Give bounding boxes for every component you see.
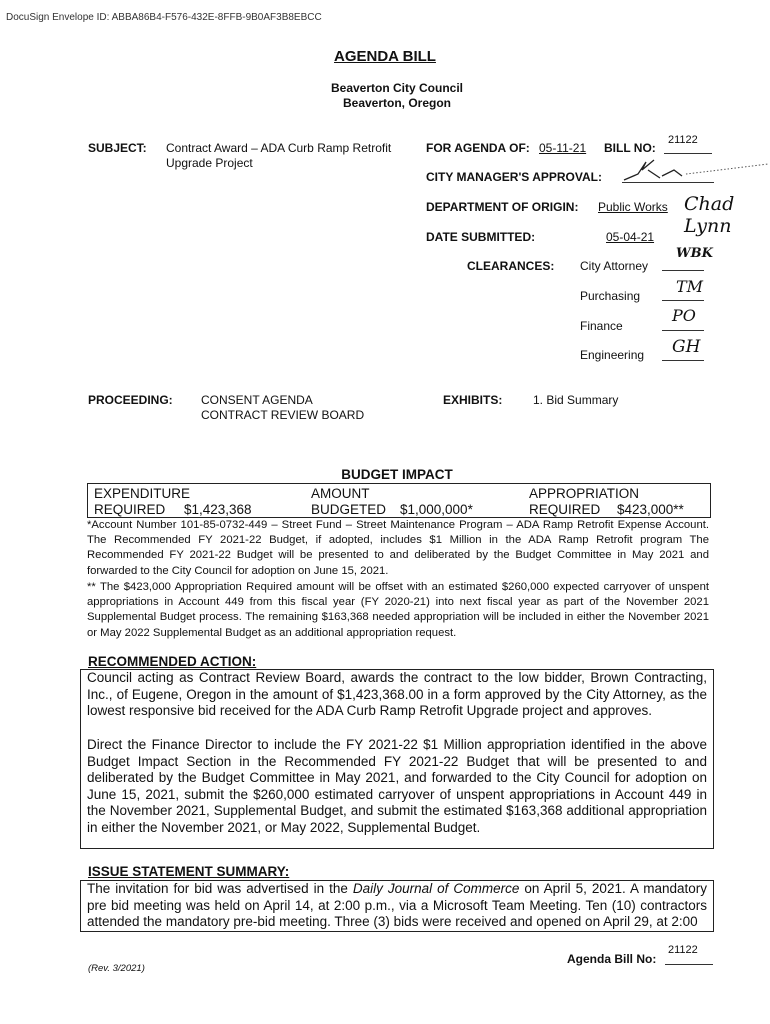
clearance-line bbox=[662, 360, 704, 361]
footer-bill-value: 21122 bbox=[668, 944, 698, 956]
page-title: AGENDA BILL bbox=[334, 48, 436, 65]
footer-bill-label: Agenda Bill No: bbox=[567, 952, 657, 966]
clearance-name: Engineering bbox=[580, 348, 645, 362]
issue-statement-title: ISSUE STATEMENT SUMMARY: bbox=[88, 864, 290, 879]
clearance-line bbox=[662, 300, 704, 301]
expenditure-value: $1,423,368 bbox=[184, 502, 252, 517]
appropriation-sub: REQUIRED bbox=[529, 502, 601, 517]
org-location: Beaverton, Oregon bbox=[342, 96, 452, 110]
clearances-label: CLEARANCES: bbox=[467, 259, 555, 273]
proceeding-label: PROCEEDING: bbox=[88, 393, 173, 407]
org-name: Beaverton City Council bbox=[330, 81, 464, 95]
issue-statement-paragraph: The invitation for bid was advertised in the Daily Journal of Commerce on April 5, 2021. A mandatory pre bid meeting was held on April 14, at 2:00 p.m., via a Microsoft Team Meeting. Ten (10) contractors attended the mandatory pre-bid meeting. Three (3) bids were received and opened on April 29, at 2:00 bbox=[87, 881, 707, 929]
department-label: DEPARTMENT OF ORIGIN: bbox=[426, 200, 579, 214]
subject-line-1: Contract Award – ADA Curb Ramp Retrofit bbox=[166, 141, 392, 155]
clearance-initials: GH bbox=[672, 337, 701, 357]
department-value: Public Works bbox=[598, 200, 668, 214]
subject-label: SUBJECT: bbox=[88, 141, 147, 155]
expenditure-sub: REQUIRED bbox=[94, 502, 166, 517]
bill-no-label: BILL NO: bbox=[604, 141, 656, 155]
envelope-id: DocuSign Envelope ID: ABBA86B4-F576-432E-8FFB-9B0AF3B8EBCC bbox=[6, 12, 322, 23]
amount-label: AMOUNT bbox=[311, 486, 370, 501]
for-agenda-label: FOR AGENDA OF: bbox=[426, 141, 530, 155]
subject-line-2: Upgrade Project bbox=[166, 156, 253, 170]
city-manager-signature bbox=[620, 156, 770, 186]
budget-impact-title: BUDGET IMPACT bbox=[341, 467, 453, 482]
proceeding-line-2: CONTRACT REVIEW BOARD bbox=[201, 408, 365, 422]
recommended-action-paragraph-1: Council acting as Contract Review Board, awards the contract to the low bidder, Brown Contracting, Inc., of Eugene, Oregon in the amount of $1,423,368.00 in a form approved by the City Attorney, as the lowest responsive bid received for the ADA Curb Ramp Retrofit Upgrade project and approves. bbox=[87, 670, 707, 718]
budget-note-1: *Account Number 101-85-0732-449 – Street Fund – Street Maintenance Program – ADA Ramp Retrofit Expense Account. The Recommended FY 2021-22 Budget, if adopted, includes $1 Million in the ADA Ramp Retrofit program The Recommended FY 2021-22 Budget will be presented to and deliberated by the Budget Committee in May 2021 and forwarded to the City Council for adoption on June 15, 2021. bbox=[87, 519, 709, 577]
recommended-action-title: RECOMMENDED ACTION: bbox=[88, 654, 257, 669]
budget-note-2: ** The $423,000 Appropriation Required amount will be offset with an estimated $260,000 expected carryover of unspent appropriations in Account 449 from this fiscal year (FY 2020-21) into next fiscal year as part of the November 2021 Supplemental Budget process. The remaining $163,368 needed appropriation will be included in either the November 2021 or May 2022 Supplemental Budget as an additional appropriation request. bbox=[87, 581, 709, 639]
clearance-initials: WBK bbox=[676, 246, 713, 261]
recommended-action-paragraph-2: Direct the Finance Director to include the FY 2021-22 $1 Million appropriation identified in the above Budget Impact Section in the Recommended FY 2021-22 Budget that will be presented to and deliberated by the Budget Committee in May 2021, and forwarded to the City Council for adoption on June 15, 2021, submit the $260,000 estimated carryover of unspent appropriations in Account 449 in the November 2021, Supplemental Budget, and submit the estimated $163,368 additional appropriation in either the November 2021, or May 2022, Supplemental Budget. bbox=[87, 737, 707, 835]
clearance-name: Finance bbox=[580, 319, 623, 333]
date-submitted-label: DATE SUBMITTED: bbox=[426, 230, 536, 244]
revision-note: (Rev. 3/2021) bbox=[88, 963, 145, 974]
clearance-initials: TM bbox=[676, 277, 704, 296]
bill-no-value: 21122 bbox=[668, 134, 698, 146]
amount-value: $1,000,000* bbox=[400, 502, 473, 517]
date-submitted-value: 05-04-21 bbox=[606, 230, 655, 244]
department-signature: Chad Lynn bbox=[684, 193, 735, 237]
appropriation-value: $423,000** bbox=[617, 502, 684, 517]
expenditure-label: EXPENDITURE bbox=[94, 486, 191, 501]
exhibits-label: EXHIBITS: bbox=[443, 393, 503, 407]
clearance-name: City Attorney bbox=[580, 259, 649, 273]
appropriation-label: APPROPRIATION bbox=[529, 486, 640, 501]
clearance-name: Purchasing bbox=[580, 289, 641, 303]
footer-bill-line bbox=[665, 964, 713, 965]
for-agenda-value: 05-11-21 bbox=[539, 141, 587, 155]
clearance-initials: PO bbox=[672, 306, 696, 325]
clearance-line bbox=[662, 270, 704, 271]
clearance-line bbox=[662, 330, 704, 331]
proceeding-line-1: CONSENT AGENDA bbox=[201, 393, 313, 407]
city-manager-label: CITY MANAGER'S APPROVAL: bbox=[426, 170, 602, 184]
amount-sub: BUDGETED bbox=[311, 502, 387, 517]
exhibits-value: 1. Bid Summary bbox=[533, 393, 619, 407]
bill-no-line bbox=[664, 153, 712, 154]
